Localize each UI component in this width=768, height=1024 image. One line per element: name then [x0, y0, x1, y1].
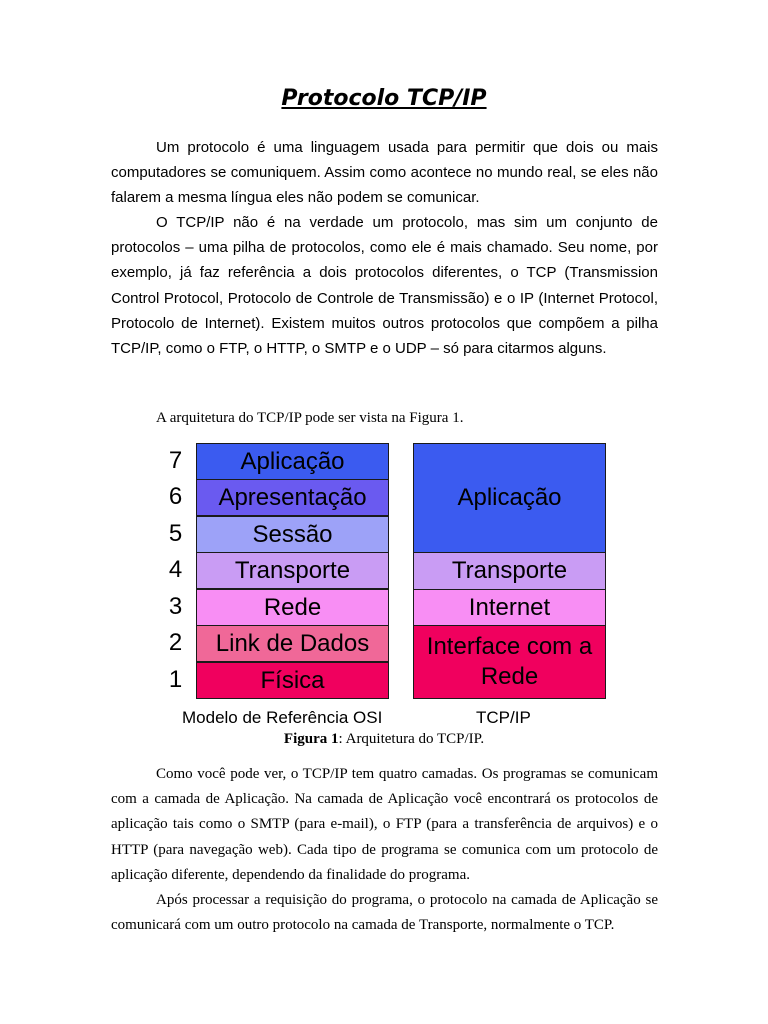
tcpip-layer-application: Aplicação [413, 443, 606, 553]
layer-number: 4 [168, 556, 183, 583]
page-title: Protocolo TCP/IP [281, 86, 487, 111]
caption-text: : Arquitetura do TCP/IP. [338, 731, 485, 747]
layer-number: 6 [168, 483, 183, 510]
caption-figure-number: Figura 1 [283, 731, 339, 747]
tcpip-layer-network-interface: Interface com a Rede [413, 625, 606, 699]
osi-tcpip-figure [150, 440, 620, 740]
osi-layer-network: Rede [196, 589, 389, 626]
paragraph-architecture-ref: A arquitetura do TCP/IP pode ser vista na Figura 1. [156, 410, 464, 426]
figure-caption [0, 731, 768, 748]
layer-number: 1 [168, 666, 183, 693]
layer-number: 7 [168, 447, 183, 474]
layer-number: 3 [168, 593, 183, 620]
osi-layer-physical: Física [196, 662, 389, 699]
osi-layer-session: Sessão [196, 516, 389, 553]
osi-model-label: Modelo de Referência OSI [182, 708, 383, 727]
layer-number: 5 [168, 520, 183, 547]
paragraph-four-layers: Como você pode ver, o TCP/IP tem quatro camadas. Os programas se comunicam com a camada de Aplicação. Na camada de Aplicação você encontrará os protocolos de aplicação tais como o SMTP (para e-mail), o FTP (para a transferência de arquivos) e o HTTP (para navegação web). Cada tipo de programa se comunica com um protocolo de aplicação diferente, dependendo da finalidade do programa. [111, 766, 658, 883]
paragraph-transport: Após processar a requisição do programa, o protocolo na camada de Aplicação se comunicará com um outro protocolo na camada de Transporte, normalmente o TCP. [111, 892, 658, 934]
paragraph-intro: Um protocolo é uma linguagem usada para permitir que dois ou mais computadores se comuniquem. Assim como acontece no mundo real, se eles não falarem a mesma língua eles não podem se comunicar. [111, 139, 658, 207]
layer-number: 2 [168, 629, 183, 656]
tcpip-model-label: TCP/IP [476, 708, 531, 727]
paragraph-tcpip-definition: O TCP/IP não é na verdade um protocolo, mas sim um conjunto de protocolos – uma pilha de protocolos, como ele é mais chamado. Seu nome, por exemplo, já faz referência a dois protocolos diferentes, o TCP (Transmission Control Protocol, Protocolo de Controle de Transmissão) e o IP (Internet Protocol, Protocolo de Internet). Existem muitos outros protocolos que compõem a pilha TCP/IP, como o FTP, o HTTP, o SMTP e o UDP – só para citarmos alguns. [111, 214, 658, 358]
tcpip-layer-internet: Internet [413, 589, 606, 626]
osi-layer-transport: Transporte [196, 552, 389, 589]
osi-layer-datalink: Link de Dados [196, 625, 389, 662]
tcpip-layer-transport: Transporte [413, 552, 606, 590]
osi-layer-application: Aplicação [196, 443, 389, 480]
osi-layer-presentation: Apresentação [196, 479, 389, 516]
